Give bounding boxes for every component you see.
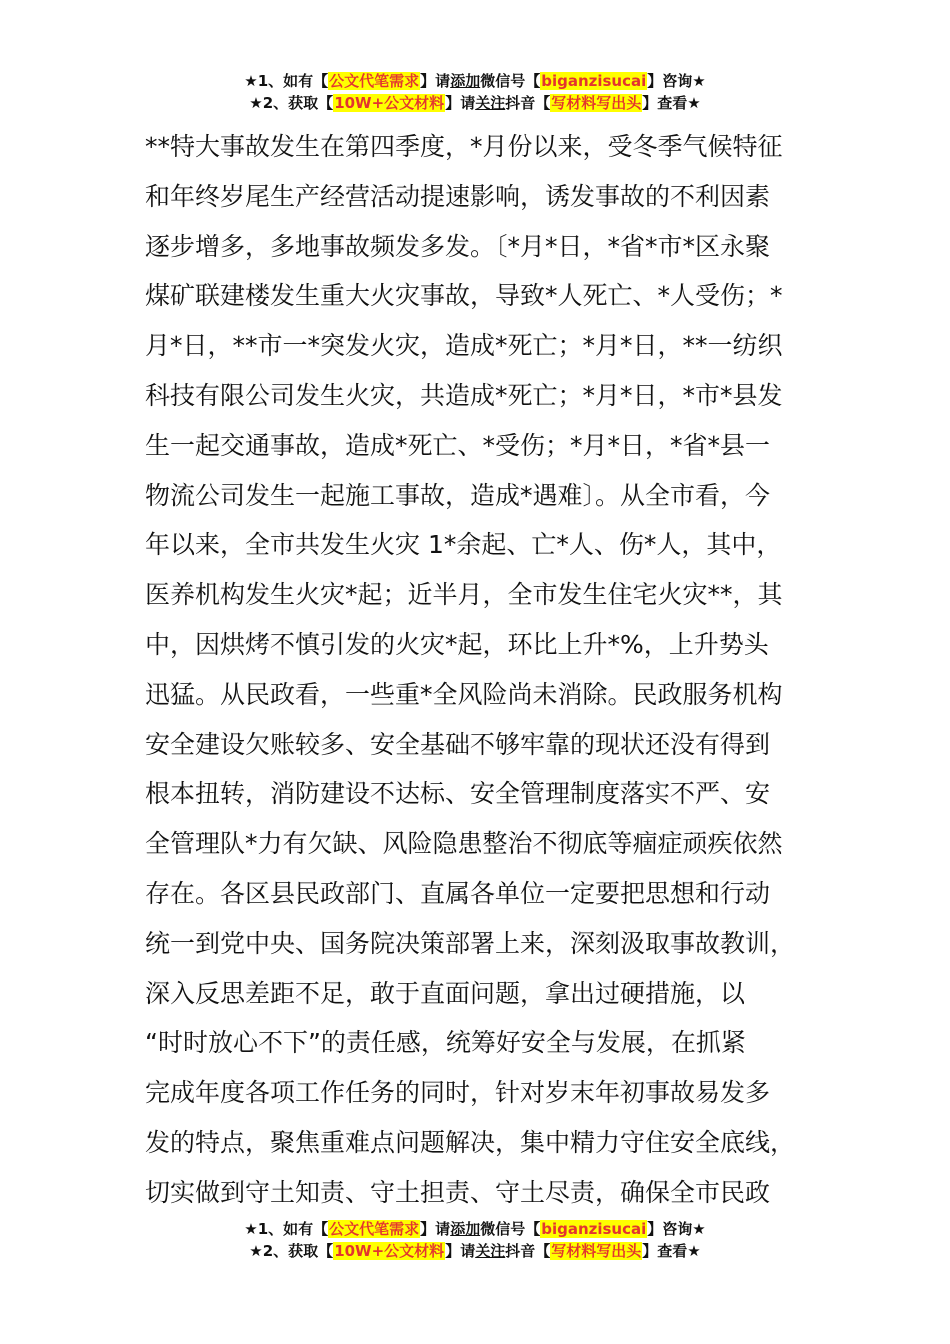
- footer-banner-line-2: [0, 1240, 950, 1262]
- banner-line-2-prefix: ★2、获取【: [249, 94, 334, 112]
- body-line: 生一起交通事故，造成*死亡、*受伤；*月*日，*省*县一: [145, 430, 771, 460]
- body-line: 煤矿联建楼发生重大火灾事故，导致*人死亡、*人受伤；*: [145, 281, 783, 311]
- banner-line-1-prefix: ★1、如有【: [244, 72, 329, 90]
- banner-line-2-suffix: 】查看★: [642, 94, 701, 112]
- footer-banner: [0, 1218, 950, 1262]
- footer-line-2-mid1: 】请: [445, 1242, 476, 1260]
- body-line: “时时放心不下”的责任感，统筹好安全与发展，在抓紧: [145, 1028, 746, 1058]
- footer-line-1-highlight-service: 公文代笔需求: [329, 1220, 420, 1238]
- footer-line-2-prefix: ★2、获取【: [249, 1242, 334, 1260]
- banner-line-1-underlined: 添加: [450, 72, 481, 90]
- body-line: 安全建设欠账较多、安全基础不够牢靠的现状还没有得到: [145, 729, 771, 759]
- banner-line-2-mid2: 抖音【: [505, 94, 551, 112]
- header-banner: [0, 70, 950, 114]
- body-line: 发的特点，聚焦重难点问题解决，集中精力守住安全底线，: [145, 1127, 796, 1157]
- body-line: 统一到党中央、国务院决策部署上来，深刻汲取事故教训，: [145, 928, 796, 958]
- banner-line-2-highlight-account: 写材料写出头: [551, 94, 642, 112]
- footer-line-1-highlight-wechat: biganzisucai: [541, 1220, 647, 1238]
- footer-line-2-suffix: 】查看★: [642, 1242, 701, 1260]
- banner-line-1-highlight-wechat: biganzisucai: [541, 72, 647, 90]
- banner-line-1-mid2: 微信号【: [480, 72, 541, 90]
- body-line: 根本扭转，消防建设不达标、安全管理制度落实不严、安: [145, 779, 771, 809]
- document-body: [145, 122, 815, 1218]
- footer-line-1-mid2: 微信号【: [480, 1220, 541, 1238]
- body-line: 逐步增多，多地事故频发多发。〔*月*日，*省*市*区永聚: [145, 231, 771, 261]
- footer-line-1-prefix: ★1、如有【: [244, 1220, 329, 1238]
- footer-line-2-underlined: 关注: [475, 1242, 506, 1260]
- body-line: 物流公司发生一起施工事故，造成*遇难〕。从全市看，今: [145, 480, 771, 510]
- body-line: **特大事故发生在第四季度，*月份以来，受冬季气候特征: [145, 132, 783, 161]
- banner-line-2: [0, 92, 950, 114]
- body-line: 迅猛。从民政看，一些重*全风险尚未消除。民政服务机构: [145, 679, 783, 709]
- body-line: 中，因烘烤不慎引发的火灾*起，环比上升*%，上升势头: [145, 629, 769, 659]
- body-line: 医养机构发生火灾*起；近半月，全市发生住宅火灾**，其: [145, 580, 783, 610]
- body-line: 年以来，全市共发生火灾 1*余起、亡*人、伤*人，其中，: [145, 530, 782, 560]
- banner-line-1-highlight-service: 公文代笔需求: [329, 72, 420, 90]
- footer-line-2-highlight-materials: 10W+公文材料: [334, 1242, 445, 1260]
- footer-line-2-mid2: 抖音【: [505, 1242, 551, 1260]
- footer-banner-line-1: [0, 1218, 950, 1240]
- body-line: 深入反思差距不足，敢于直面问题，拿出过硬措施，以: [145, 978, 746, 1008]
- body-line: 月*日，**市一*突发火灾，造成*死亡；*月*日，**一纺织: [145, 331, 783, 361]
- banner-line-1-suffix: 】咨询★: [647, 72, 706, 90]
- banner-line-2-highlight-materials: 10W+公文材料: [334, 94, 445, 112]
- body-line: 存在。各区县民政部门、直属各单位一定要把思想和行动: [145, 878, 771, 908]
- footer-line-1-underlined: 添加: [450, 1220, 481, 1238]
- banner-line-1: [0, 70, 950, 92]
- body-line: 完成年度各项工作任务的同时，针对岁末年初事故易发多: [145, 1078, 771, 1108]
- banner-line-2-mid1: 】请: [445, 94, 476, 112]
- body-line: 切实做到守土知责、守土担责、守土尽责，确保全市民政: [145, 1177, 771, 1207]
- footer-line-1-mid1: 】请: [420, 1220, 451, 1238]
- banner-line-1-mid1: 】请: [420, 72, 451, 90]
- footer-line-2-highlight-account: 写材料写出头: [551, 1242, 642, 1260]
- body-line: 科技有限公司发生火灾，共造成*死亡；*月*日，*市*县发: [145, 380, 783, 410]
- body-line: 和年终岁尾生产经营活动提速影响，诱发事故的不利因素: [145, 181, 771, 211]
- body-line: 全管理队*力有欠缺、风险隐患整治不彻底等痼症顽疾依然: [145, 829, 783, 859]
- footer-line-1-suffix: 】咨询★: [647, 1220, 706, 1238]
- banner-line-2-underlined: 关注: [475, 94, 506, 112]
